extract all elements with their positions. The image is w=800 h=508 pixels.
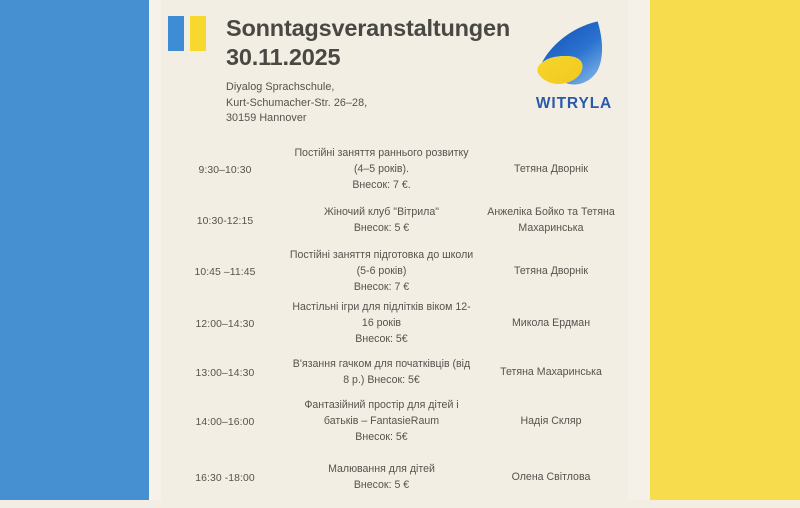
ukraine-flag-icon (168, 16, 206, 51)
right-color-panel (650, 0, 800, 500)
poster-content (161, 0, 628, 500)
row-description (289, 248, 474, 295)
schedule-table (161, 144, 628, 508)
table-row (161, 196, 628, 246)
row-time: 16:30 -18:00 (195, 472, 255, 484)
row-facilitator: Тетяна Дворнік (514, 265, 588, 278)
row-time: 13:00–14:30 (195, 367, 255, 379)
row-description-line: Малювання для дітей (328, 463, 435, 476)
witryla-logo (524, 18, 624, 123)
row-description (289, 357, 474, 388)
left-color-panel (0, 0, 149, 500)
row-description-line: Внесок: 7 € (353, 280, 410, 293)
row-description (289, 300, 474, 347)
row-time: 10:30-12:15 (196, 215, 254, 227)
title-block (226, 14, 526, 126)
row-time: 9:30–10:30 (198, 164, 252, 176)
poster-header (161, 0, 628, 140)
venue-address (226, 80, 526, 126)
row-description (289, 205, 474, 236)
row-facilitator: Анжеліка Бойко та Тетяна Махаринська (487, 206, 615, 234)
row-description-line: Постійні заняття раннього розвитку (4–5 років). (294, 147, 469, 176)
row-description-line: В'язання гачком для початківців (від 8 р.) Внесок: 5€ (292, 358, 471, 386)
row-facilitator: Микола Ердман (511, 317, 591, 330)
address-line-3: 30159 Hannover (226, 111, 307, 124)
event-date: 30.11.2025 (226, 43, 341, 70)
row-description-line: Фантазійний простір для дітей і батьків – FantasieRaum (304, 399, 459, 428)
row-time: 10:45 –11:45 (194, 266, 256, 278)
row-description-line: Внесок: 5 € (353, 479, 410, 491)
flag-bar-yellow (190, 16, 206, 51)
right-inner-stripe (628, 0, 650, 500)
table-row (161, 396, 628, 448)
page-title: Sonntagsveranstaltungen (226, 15, 510, 41)
row-description-line: Жіночий клуб "Вітрила" (324, 206, 439, 219)
logo-wordmark: WITRYLA (535, 95, 613, 112)
row-facilitator: Надія Скляр (520, 415, 582, 428)
address-line-2: Kurt-Schumacher-Str. 26–28, (226, 96, 368, 109)
row-description-line: Внесок: 5€ (355, 332, 408, 345)
address-line-1: Diyalog Sprachschule, (226, 81, 335, 94)
row-description (289, 462, 474, 493)
row-time: 14:00–16:00 (195, 416, 255, 428)
row-description (289, 398, 474, 445)
flag-bar-blue (168, 16, 184, 51)
row-description-line: Внесок: 7 €. (352, 178, 411, 191)
sail-wave-icon (531, 18, 617, 94)
table-row (161, 298, 628, 350)
row-description (289, 146, 474, 193)
row-description-line: Постійні заняття підготовка до школи (5-6 років) (289, 249, 474, 278)
row-description-line: Внесок: 5 € (353, 222, 410, 234)
row-description-line: Настільні ігри для підлітків віком 12-16 років (292, 301, 471, 330)
row-facilitator: Тетяна Дворнік (514, 163, 588, 176)
left-inner-stripe (149, 0, 161, 500)
row-facilitator: Олена Світлова (511, 471, 591, 484)
row-time: 12:00–14:30 (195, 318, 255, 330)
table-row (161, 144, 628, 196)
table-row (161, 246, 628, 298)
row-facilitator: Тетяна Махаринська (500, 366, 602, 379)
table-row (161, 350, 628, 396)
table-row (161, 448, 628, 508)
row-description-line: Внесок: 5€ (355, 430, 408, 443)
